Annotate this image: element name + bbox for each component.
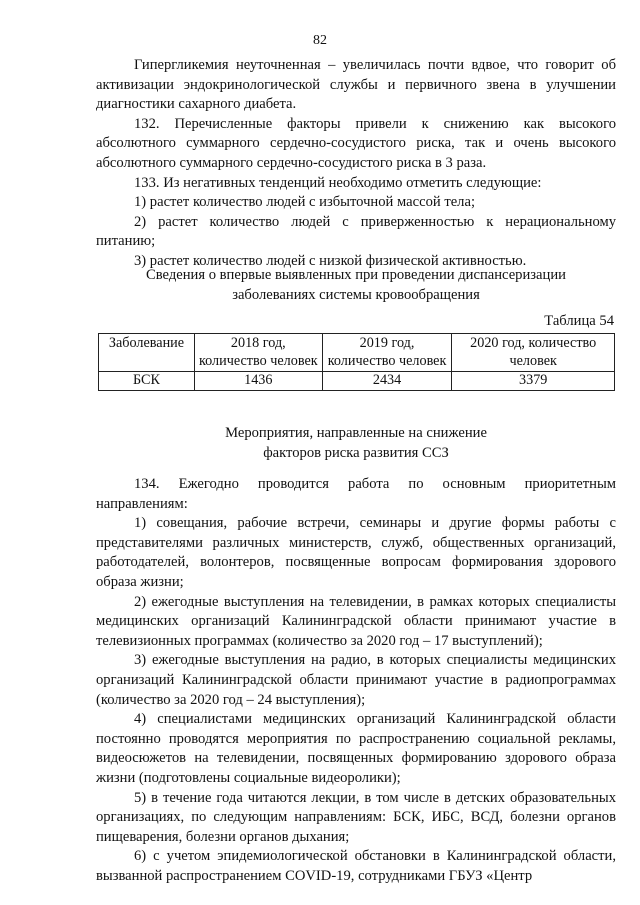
table-cell: БСК [99, 372, 195, 391]
list-item: 3) растет количество людей с низкой физической активностью. [134, 252, 527, 269]
list-item: 5) в течение года читаются лекции, в том числе в детских образовательных организациях, по следующим направлениям: БСК, ИБС, ВСД, болезни органов пищеварения, болезни органов дыхания; [96, 789, 616, 845]
paragraph: Гипергликемия неуточненная – увеличилась почти вдвое, что говорит об активизации эндокринологической службы и первичного звена в улучшении диагностики сахарного диабета. [96, 57, 616, 113]
heading-line: заболеваниях системы кровообращения [232, 286, 480, 303]
table-header-cell: 2019 год, количество человек [322, 334, 452, 372]
table-caption: Таблица 54 [544, 313, 614, 329]
text-block-1 [96, 56, 616, 272]
list-item: 2) растет количество людей с приверженностью к нерациональному питанию; [96, 213, 616, 250]
list-item: 3) ежегодные выступления на радио, в которых специалисты медицинских организаций Калининградской области принимают участие в радиопрограммах (количество за 2020 год – 24 выступления); [96, 652, 616, 708]
list-item: 4) специалистами медицинских организаций Калининградской области постоянно проводятся мероприятия по распространению социальной рекламы, видеосюжетов на телевидении, посвященных формированию здорового образа жизни (подготовлены социальные видеоролики); [96, 711, 616, 786]
heading-line: Мероприятия, направленные на снижение [225, 425, 487, 441]
table-row [99, 372, 615, 391]
table-header-cell: 2020 год, количество человек [452, 334, 615, 372]
table-cell: 1436 [194, 372, 322, 391]
heading-line: факторов риска развития ССЗ [263, 444, 449, 461]
table-header-cell: Заболевание [99, 334, 195, 372]
list-item: 6) с учетом эпидемиологической обстановки в Калининградской области, вызванной распространением COVID-19, сотрудниками ГБУЗ «Центр [96, 848, 616, 884]
section-heading-measures [96, 424, 616, 463]
heading-line: Сведения о впервые выявленных при проведении диспансеризации [146, 267, 566, 283]
table-header-row [99, 334, 615, 372]
table-cell: 3379 [452, 372, 615, 391]
page-number: 82 [313, 33, 327, 48]
disease-table [98, 333, 615, 391]
text-block-2 [96, 475, 616, 886]
section-heading-disease-data [96, 266, 616, 305]
paragraph: 132. Перечисленные факторы привели к снижению как высокого абсолютного суммарного сердечно-сосудистого риска, так и очень высокого абсолютного суммарного сердечно-сосудистого риска в 3 раза. [96, 115, 616, 171]
list-item: 1) совещания, рабочие встречи, семинары и другие формы работы с представителями различных министерств, служб, общественных организаций, работодателей, волонтеров, посвященные вопросам формирования здорового образа жизни; [96, 515, 616, 590]
list-item: 1) растет количество людей с избыточной массой тела; [134, 194, 475, 211]
table-cell: 2434 [322, 372, 452, 391]
list-item: 2) ежегодные выступления на телевидении, в рамках которых специалисты медицинских организаций Калининградской области принимают участие в телевизионных программах (количество за 2020 год – 17 выступлений); [96, 593, 616, 649]
paragraph: 133. Из негативных тенденций необходимо отметить следующие: [134, 174, 542, 191]
table-header-cell: 2018 год, количество человек [194, 334, 322, 372]
paragraph: 134. Ежегодно проводится работа по основным приоритетным направлениям: [96, 476, 616, 512]
